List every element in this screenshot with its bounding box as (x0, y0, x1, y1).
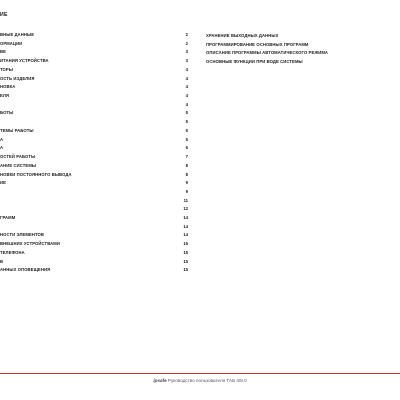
toc-entry[interactable] (0, 32, 192, 38)
toc-entry[interactable] (0, 250, 192, 256)
toc-entry-title: АННЫХ ОПОВЕЩЕНИЯ (0, 267, 51, 272)
toc-entry-page: 14 (183, 232, 188, 237)
toc-entry-page: 14 (183, 224, 188, 229)
toc-entry[interactable] (0, 41, 192, 47)
toc-entry-title: В (0, 259, 4, 264)
toc-entry-title: ВНЫЕ ДАННЫЕ (0, 32, 35, 37)
toc-entry-page: 15 (183, 241, 188, 246)
toc-entry-title: ТЕЛЕФОНА (0, 250, 25, 255)
toc-entry[interactable] (0, 198, 192, 204)
toc-entry[interactable] (0, 110, 192, 116)
toc-entry-page: 12 (183, 206, 188, 211)
toc-entry-page: 2 (185, 41, 188, 46)
footer-brand: ipsafe (153, 378, 167, 383)
toc-entry-title: НОВКА (0, 84, 16, 89)
toc-entry[interactable] (0, 137, 192, 143)
toc-entry[interactable] (0, 119, 192, 125)
toc-entry[interactable] (0, 241, 192, 247)
toc-entry-title: БОТЫ (0, 110, 14, 115)
toc-entry-page: 15 (183, 250, 188, 255)
toc-entry[interactable] (0, 206, 192, 212)
toc-entry-page: 9 (185, 180, 188, 185)
toc-entry-title: ИЕ (0, 180, 7, 185)
footer-caption: Руководство пользователя ТАБ 4/8.0 (167, 378, 247, 383)
toc-entry-page: 4 (185, 76, 188, 81)
toc-entry-page: 14 (183, 215, 188, 220)
toc-entry-title: ЕЛЯ (0, 93, 10, 98)
toc-entry-title: А (0, 137, 4, 142)
toc-entry-page: 9 (185, 189, 188, 194)
toc-entry[interactable] (0, 232, 192, 238)
toc-entry-title: ГРАММ (0, 215, 16, 220)
toc-entry[interactable] (0, 93, 192, 99)
toc-entry-title: НОСТИ ЭЛЕМЕНТОВ (0, 232, 45, 237)
toc-entry-page: 2 (185, 32, 188, 37)
toc-entry[interactable] (0, 189, 192, 195)
toc-entry-page: 4 (185, 93, 188, 98)
toc-entry-page: 5 (185, 137, 188, 142)
toc-entry[interactable] (0, 163, 192, 169)
toc-entry-title: НОВКИ ПОСТОЯННОГО ВЫВОДА (0, 172, 72, 177)
toc-entry[interactable] (0, 267, 192, 273)
toc-entry-title: ТЕМЫ РАБОТЫ (0, 128, 34, 133)
page-title: ИЕ (0, 12, 8, 18)
toc-entry[interactable]: ПРОГРАММИРОВАНИЕ ОСНОВНЫХ ПРОГРАММ (206, 41, 309, 47)
toc-entry-page: 4 (185, 67, 188, 72)
footer-divider (0, 373, 400, 374)
toc-entry[interactable] (0, 128, 192, 134)
toc-entry-page: 4 (185, 84, 188, 89)
toc-entry[interactable] (0, 102, 192, 108)
toc-entry[interactable] (0, 58, 192, 64)
toc-entry[interactable] (0, 172, 192, 178)
toc-entry[interactable] (0, 67, 192, 73)
toc-entry-page: 5 (185, 110, 188, 115)
toc-entry-title: А (0, 145, 4, 150)
toc-entry-title: ВНЕШНИХ УСТРОЙСТВАМИ (0, 241, 60, 246)
toc-entry[interactable] (0, 145, 192, 151)
table-of-contents-right (206, 32, 328, 66)
toc-entry-title: АНИЕ СИСТЕМЫ (0, 163, 37, 168)
toc-entry-title: ТОРЫ (0, 67, 14, 72)
toc-entry-title: ИТАНИЯ УСТРОЙСТВА (0, 58, 49, 63)
toc-entry[interactable]: ОПИСАНИЕ ПРОГРАММЫ АВТОМАТИЧЕСКОГО РЕЖИМА (206, 50, 329, 55)
toc-entry-page: 8 (185, 163, 188, 168)
toc-entry[interactable] (0, 180, 192, 186)
toc-entry-title: ВЕ (0, 49, 7, 54)
toc-entry-page: 6 (185, 145, 188, 150)
toc-entry[interactable] (0, 259, 192, 265)
footer (0, 378, 400, 383)
toc-entry[interactable] (0, 49, 192, 55)
toc-entry-page: 5 (185, 119, 188, 124)
toc-entry-title: ОРМАЦИИ (0, 41, 23, 46)
toc-entry-page: 8 (185, 172, 188, 177)
toc-entry-page: 3 (185, 49, 188, 54)
toc-entry-page: 15 (183, 259, 188, 264)
toc-entry-page: 4 (185, 102, 188, 107)
toc-entry-page: 5 (185, 128, 188, 133)
toc-entry[interactable] (0, 84, 192, 90)
toc-entry[interactable] (0, 76, 192, 82)
toc-entry[interactable]: ОСНОВНЫЕ ФУНКЦИИ ПРИ ВОДЕ СИСТЕМЫ (206, 58, 303, 64)
toc-entry[interactable] (0, 154, 192, 160)
toc-entry-page: 15 (183, 267, 188, 272)
toc-entry-page: 3 (185, 58, 188, 63)
toc-entry-page: 11 (183, 198, 188, 203)
toc-entry[interactable] (0, 224, 192, 230)
toc-entry-title: ОСТЕЙ РАБОТЫ (0, 154, 36, 159)
toc-entry-page: 7 (185, 154, 188, 159)
toc-entry-title: ОСТЬ ИЗДЕЛИЯ (0, 76, 35, 81)
toc-entry[interactable]: ХРАНЕНИЕ ВЫХОДНЫХ ДАННЫХ (206, 33, 279, 38)
toc-entry[interactable] (0, 215, 192, 221)
